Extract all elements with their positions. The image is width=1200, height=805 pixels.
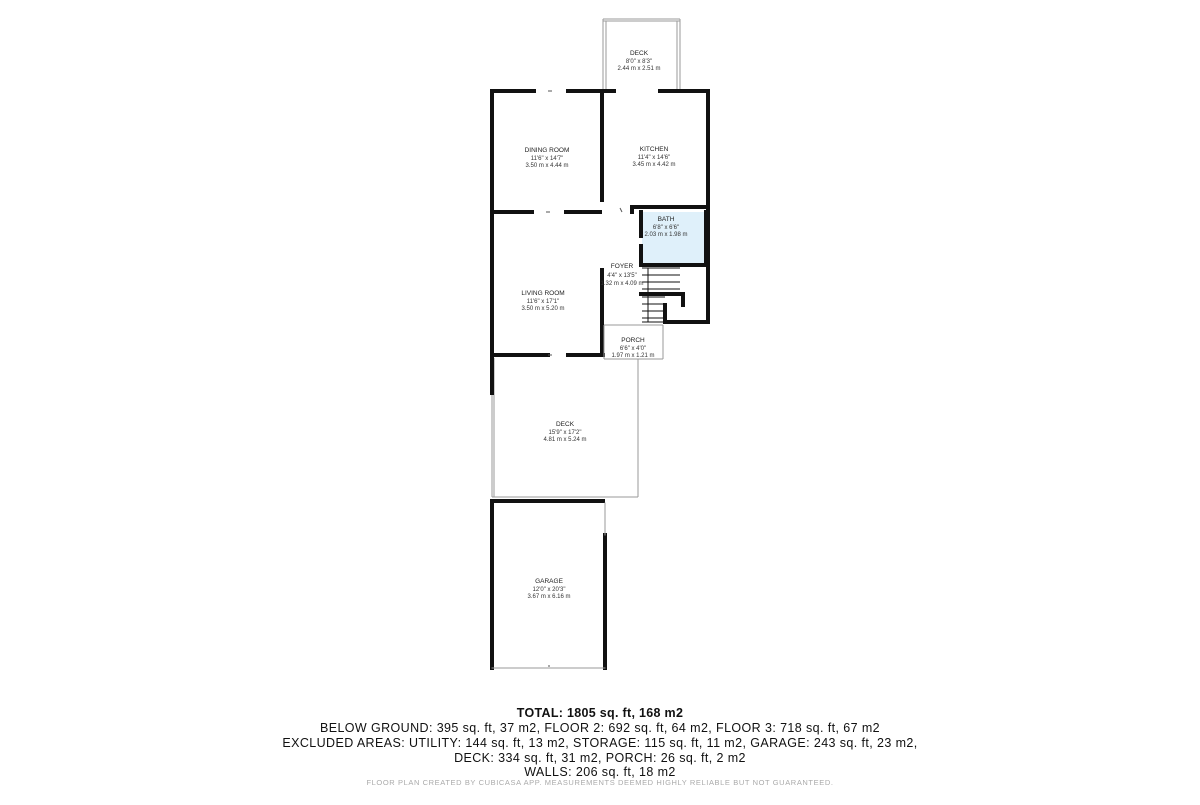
room-garage — [527, 578, 570, 600]
svg-text:12'0" x 20'3": 12'0" x 20'3" — [532, 587, 566, 593]
svg-text:3.50 m x 4.44 m: 3.50 m x 4.44 m — [525, 163, 569, 169]
room-deck-main — [543, 421, 586, 443]
svg-text:11'4" x 14'6": 11'4" x 14'6" — [637, 155, 671, 161]
svg-text:1.97 m x 1.21 m: 1.97 m x 1.21 m — [611, 353, 655, 359]
svg-text:3.45 m x 4.42 m: 3.45 m x 4.42 m — [632, 162, 676, 168]
svg-text:4.81 m x 5.24 m: 4.81 m x 5.24 m — [543, 437, 587, 443]
svg-text:2.44 m x 2.51 m: 2.44 m x 2.51 m — [617, 66, 661, 72]
svg-text:KITCHEN: KITCHEN — [639, 146, 669, 153]
summary-line-walls: WALLS: 206 sq. ft, 18 m2 — [524, 765, 676, 779]
svg-text:DINING ROOM: DINING ROOM — [524, 147, 570, 154]
svg-text:2.03 m x 1.98 m: 2.03 m x 1.98 m — [644, 232, 688, 238]
svg-text:GARAGE: GARAGE — [535, 578, 563, 585]
total-area: TOTAL: 1805 sq. ft, 168 m2 — [516, 706, 684, 720]
summary-line-floors: BELOW GROUND: 395 sq. ft, 37 m2, FLOOR 2: 692 sq. ft, 64 m2, FLOOR 3: 718 sq. ft, 67 m2 — [319, 721, 880, 735]
disclaimer-footer: FLOOR PLAN CREATED BY CUBICASA APP. MEASUREMENTS DEEMED HIGHLY RELIABLE BUT NOT GUARANTEED. — [366, 778, 834, 787]
room-deck-top — [617, 50, 660, 72]
svg-text:6'8" x 6'6": 6'8" x 6'6" — [652, 225, 680, 231]
summary-line-excluded: EXCLUDED AREAS: UTILITY: 144 sq. ft, 13 m2, STORAGE: 115 sq. ft, 11 m2, GARAGE: 243 sq. ft, 23 m2, — [282, 736, 918, 750]
svg-text:15'9" x 17'2": 15'9" x 17'2" — [548, 430, 582, 436]
svg-text:11'6" x 17'1": 11'6" x 17'1" — [526, 299, 560, 305]
room-living — [521, 290, 564, 312]
room-foyer — [600, 263, 643, 287]
svg-text:DECK: DECK — [555, 421, 575, 428]
svg-text:1.32 m x 4.09 m: 1.32 m x 4.09 m — [600, 281, 644, 287]
svg-text:DECK: DECK — [629, 50, 649, 57]
svg-text:BATH: BATH — [657, 216, 675, 223]
svg-text:6'6" x 4'0": 6'6" x 4'0" — [619, 346, 647, 352]
svg-text:PORCH: PORCH — [621, 337, 645, 344]
svg-text:8'0" x 8'3": 8'0" x 8'3" — [625, 59, 653, 65]
svg-text:FOYER: FOYER — [610, 263, 634, 270]
room-dining — [525, 147, 570, 169]
svg-text:11'6" x 14'7": 11'6" x 14'7" — [530, 156, 564, 162]
svg-text:LIVING ROOM: LIVING ROOM — [521, 290, 565, 297]
summary-line-deck-porch: DECK: 334 sq. ft, 31 m2, PORCH: 26 sq. ft, 2 m2 — [454, 751, 746, 765]
room-kitchen — [632, 146, 675, 168]
svg-text:4'4" x 13'5": 4'4" x 13'5" — [607, 273, 637, 279]
room-porch — [611, 337, 654, 359]
svg-text:3.50 m x 5.20 m: 3.50 m x 5.20 m — [521, 306, 565, 312]
svg-text:3.67 m x 6.16 m: 3.67 m x 6.16 m — [527, 594, 571, 600]
